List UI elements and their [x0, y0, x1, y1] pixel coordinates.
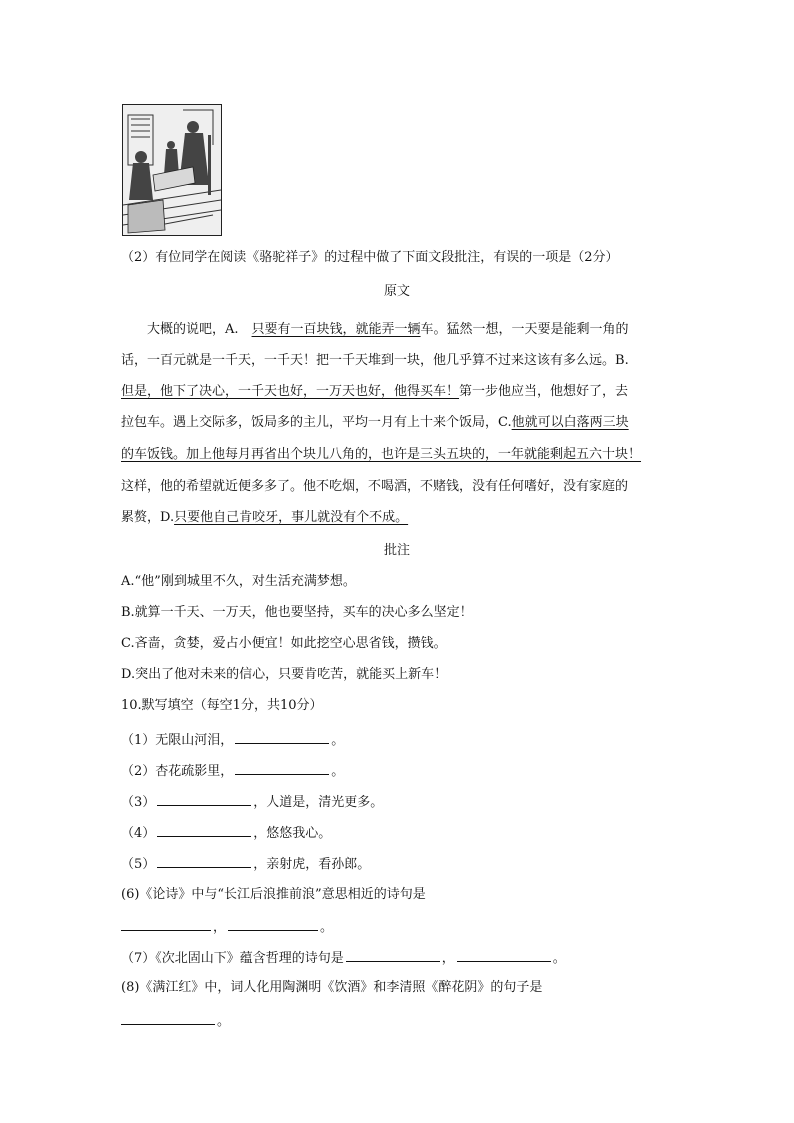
passage-line-3 — [121, 382, 628, 402]
item-text: 。 — [320, 920, 334, 935]
annotated-sentence-c: 他就可以白落两三块 — [511, 415, 629, 430]
passage-line-2 — [121, 351, 629, 371]
item-text: 。 — [217, 1014, 231, 1029]
passage-text: 拉包车。遇上交际多，饭局多的主儿，平均一月有上十来个饭局，C. — [121, 415, 512, 430]
option-b: B.就算一千天、一万天，他也要坚持，买车的决心多么坚定！ — [121, 605, 473, 620]
fill-item-1 — [121, 729, 344, 751]
item-text: ， — [441, 951, 455, 966]
annotation-heading: 批注 — [383, 543, 410, 558]
answer-blank[interactable] — [157, 822, 251, 837]
fill-item-6-answer — [121, 916, 333, 938]
item-text: ，人道是，清光更多。 — [253, 795, 384, 810]
passage-line-1 — [147, 320, 667, 340]
answer-blank[interactable] — [157, 853, 251, 868]
answer-blank[interactable] — [228, 916, 318, 931]
passage-text: 第一步他应当，他想好了，去 — [459, 384, 629, 399]
answer-blank[interactable] — [346, 947, 440, 962]
annotated-sentence-d: 只要他自己肯咬牙，事儿就没有个不成。 — [174, 510, 409, 525]
item-text: 。 — [331, 764, 345, 779]
fill-item-2 — [121, 760, 344, 782]
item-text: 。 — [331, 733, 345, 748]
passage-line-4 — [121, 413, 629, 433]
item-text: ， — [213, 920, 227, 935]
passage-line-5 — [121, 445, 641, 465]
answer-blank[interactable] — [235, 760, 329, 775]
marker-b: B. — [615, 353, 629, 368]
option-c: C.吝啬，贪婪，爱占小便宜！如此挖空心思省钱，攒钱。 — [121, 636, 447, 651]
passage-line-7 — [121, 508, 408, 528]
annotated-sentence-a: 只要有一百块钱，就能弄一辆 — [251, 322, 421, 337]
item-text: （1）无限山河泪， — [121, 733, 234, 748]
item-text: （2）杏花疏影里， — [121, 764, 234, 779]
fill-item-6-prompt: (6)《论诗》中与“长江后浪推前浪”意思相近的诗句是 — [121, 887, 426, 902]
passage-line-6: 这样，他的希望就近便多多了。他不吃烟，不喝酒，不赌钱，没有任何嗜好，没有家庭的 — [121, 479, 629, 494]
annotated-sentence-b: 但是，他下了决心，一千天也好，一万天也好，他得买车！ — [121, 384, 460, 399]
woodcut-figures-image — [123, 105, 221, 235]
item-text: （5） — [121, 857, 156, 872]
fill-item-3 — [121, 791, 383, 813]
passage-text: 累赘，D. — [121, 510, 175, 525]
item-text: （3） — [121, 795, 156, 810]
original-text-heading: 原文 — [383, 284, 410, 299]
answer-blank[interactable] — [235, 729, 329, 744]
option-a: A.“他”刚到城里不久，对生活充满梦想。 — [121, 574, 356, 589]
fill-item-8-answer — [121, 1010, 230, 1032]
item-text: ，亲射虎，看孙郎。 — [253, 857, 371, 872]
answer-blank[interactable] — [121, 1010, 215, 1025]
item-text: （7）《次北固山下》蕴含哲理的诗句是 — [121, 951, 344, 966]
answer-blank[interactable] — [121, 916, 211, 931]
fill-item-8-prompt: (8)《满江红》中，词人化用陶渊明《饮酒》和李清照《醉花阴》的句子是 — [121, 980, 543, 995]
passage-text: 话，一百元就是一千天，一千天！把一千天堆到一块，他几乎算不过来这该有多么远。 — [121, 353, 616, 368]
passage-text: 车。猛然一想，一天要是能剩一角的 — [420, 322, 629, 337]
answer-blank[interactable] — [157, 791, 251, 806]
option-d: D.突出了他对未来的信心，只要肯吃苦，就能买上新车！ — [121, 667, 448, 682]
item-text: ，悠悠我心。 — [253, 826, 332, 841]
fill-item-5 — [121, 853, 370, 875]
fill-item-7 — [121, 947, 566, 969]
question-2-prompt: （2）有位同学在阅读《骆驼祥子》的过程中做了下面文段批注，有误的一项是（2分） — [121, 250, 619, 265]
item-text: （4） — [121, 826, 156, 841]
item-text: 。 — [552, 951, 566, 966]
passage-text: 大概的说吧，A. — [147, 322, 252, 337]
question-10-title: 10.默写填空（每空1分，共10分） — [121, 698, 323, 713]
fill-item-4 — [121, 822, 331, 844]
annotated-sentence-c-cont: 的车饭钱。加上他每月再省出个块儿八角的，也许是三头五块的，一年就能剩起五六十块！ — [121, 447, 642, 462]
answer-blank[interactable] — [457, 947, 551, 962]
woodcut-illustration — [122, 104, 222, 236]
